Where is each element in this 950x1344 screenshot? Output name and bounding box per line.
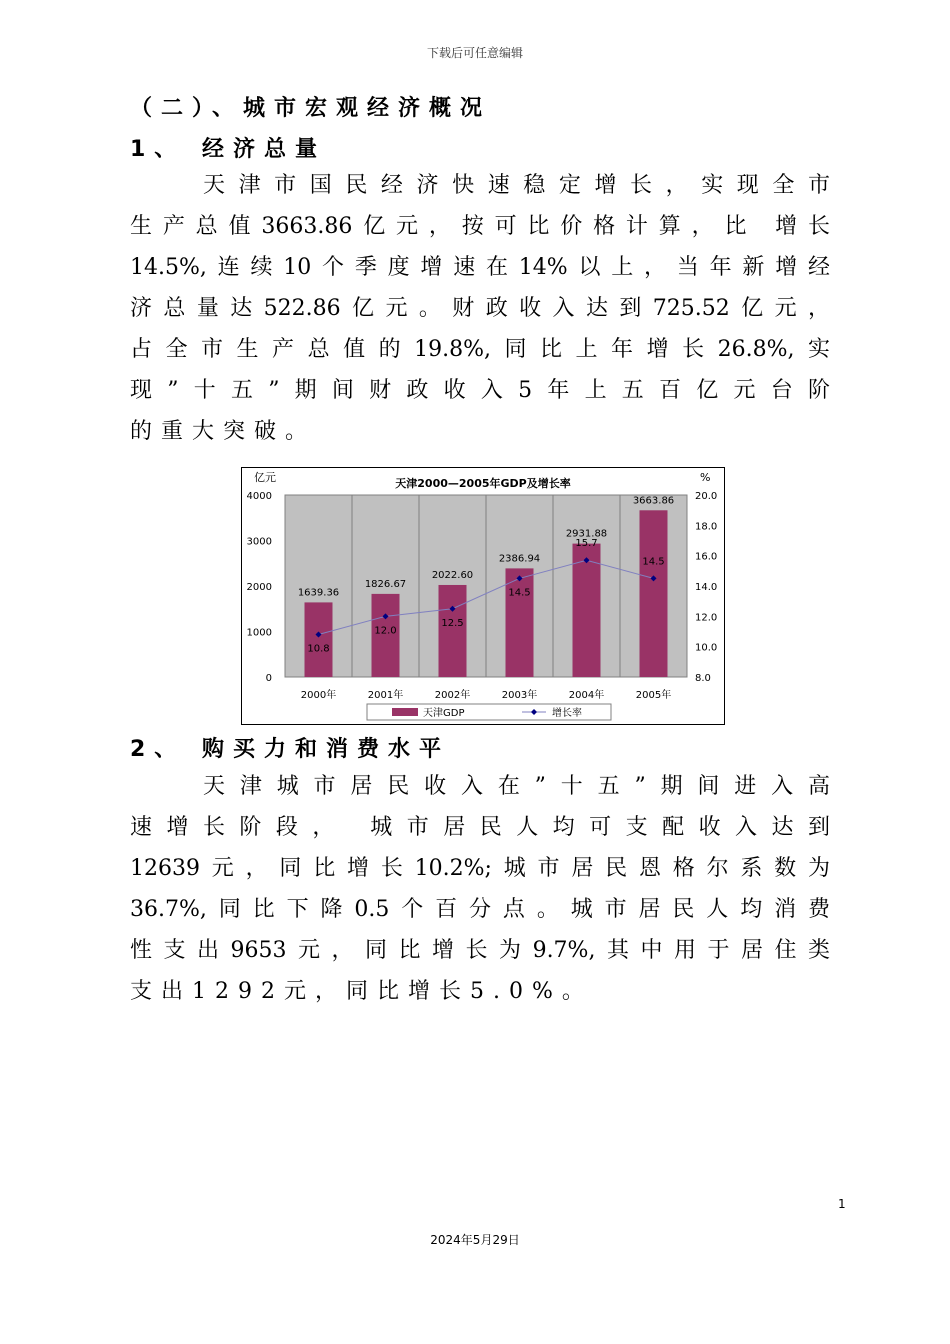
x-tick-label: 2003年 xyxy=(501,690,538,701)
y-axis-unit: 亿元 xyxy=(254,471,276,484)
gdp-data-label: 2022.60 xyxy=(431,569,474,581)
legend-label-gdp: 天津GDP xyxy=(423,708,465,719)
y2-axis-unit: % xyxy=(700,471,711,484)
gdp-data-label: 1826.67 xyxy=(364,578,407,590)
growth-data-label: 10.8 xyxy=(307,643,330,655)
y-tick-label: 3000 xyxy=(246,536,272,548)
x-tick-label: 2001年 xyxy=(367,690,404,701)
gdp-bar xyxy=(573,544,601,677)
gdp-data-label: 1639.36 xyxy=(297,587,340,599)
paragraph-line: 占全市生产总值的19.8%,同比上年增长26.8%,实 xyxy=(130,337,830,362)
gdp-data-label: 2931.88 xyxy=(565,528,608,540)
gdp-chart xyxy=(241,467,725,725)
x-tick-label: 2000年 xyxy=(300,690,337,701)
growth-data-label: 15.7 xyxy=(575,538,598,550)
paragraph-economy xyxy=(130,165,830,452)
growth-data-label: 12.5 xyxy=(441,617,464,629)
x-tick-label: 2004年 xyxy=(568,690,605,701)
growth-data-label: 14.5 xyxy=(642,556,665,568)
gdp-bar xyxy=(640,510,668,677)
subsection-title-purchasing: 2、 购买力和消费水平 xyxy=(130,737,450,762)
paragraph-line: 14.5%,连续10个季度增速在14%以上，当年新增经 xyxy=(130,255,830,280)
paragraph-line: 的重大突破。 xyxy=(130,419,317,444)
paragraph-line: 支出1292元，同比增长5.0%。 xyxy=(130,979,593,1004)
y2-tick-label: 18.0 xyxy=(695,521,718,533)
paragraph-line: 天津城市居民收入在”十五”期间进入高 xyxy=(203,774,830,799)
x-tick-label: 2002年 xyxy=(434,690,471,701)
growth-data-label: 12.0 xyxy=(374,625,397,637)
y2-tick-label: 10.0 xyxy=(695,642,718,654)
y2-tick-label: 16.0 xyxy=(695,551,718,563)
paragraph-line: 速增长阶段， 城市居民人均可支配收入达到 xyxy=(130,815,830,840)
y2-tick-label: 14.0 xyxy=(695,582,718,593)
y-tick-label: 4000 xyxy=(246,491,272,502)
gdp-data-label: 2386.94 xyxy=(498,553,541,565)
page-number: 1 xyxy=(838,1197,846,1211)
y-tick-label: 1000 xyxy=(246,627,272,639)
subsection-title-economy: 1、 经济总量 xyxy=(130,137,326,162)
paragraph-line: 济总量达522.86亿元。财政收入达到725.52亿元， xyxy=(130,296,830,321)
legend-label-growth: 增长率 xyxy=(552,708,582,719)
chart-title: 天津2000—2005年GDP及增长率 xyxy=(395,477,571,490)
paragraph-line: 天津市国民经济快速稳定增长，实现全市 xyxy=(203,173,830,198)
y2-tick-label: 20.0 xyxy=(695,491,718,502)
gdp-bar xyxy=(506,568,534,677)
section-title: （二）、城市宏观经济概况 xyxy=(130,96,492,121)
footer-date: 2024年5月29日 xyxy=(430,1233,520,1247)
page-header: 下载后可任意编辑 xyxy=(426,46,523,60)
gdp-chart-svg xyxy=(242,468,724,724)
legend-swatch-gdp xyxy=(392,708,418,716)
paragraph-line: 36.7%,同比下降0.5个百分点。城市居民人均消费 xyxy=(130,897,830,922)
growth-data-label: 14.5 xyxy=(508,587,531,599)
gdp-data-label: 3663.86 xyxy=(632,495,675,507)
paragraph-purchasing xyxy=(130,766,830,1012)
paragraph-line: 12639元，同比增长10.2%;城市居民恩格尔系数为 xyxy=(130,856,830,881)
gdp-bar xyxy=(305,602,333,677)
x-tick-label: 2005年 xyxy=(635,690,672,701)
y-tick-label: 0 xyxy=(265,673,272,684)
paragraph-line: 生产总值3663.86亿元，按可比价格计算，比 增长 xyxy=(130,214,830,239)
y2-tick-label: 8.0 xyxy=(695,673,711,684)
y-tick-label: 2000 xyxy=(246,582,272,593)
paragraph-line: 性支出9653元，同比增长为9.7%,其中用于居住类 xyxy=(130,938,830,963)
gdp-bar xyxy=(439,585,467,677)
paragraph-line: 现”十五”期间财政收入5年上五百亿元台阶 xyxy=(130,378,830,403)
y2-tick-label: 12.0 xyxy=(695,612,718,624)
